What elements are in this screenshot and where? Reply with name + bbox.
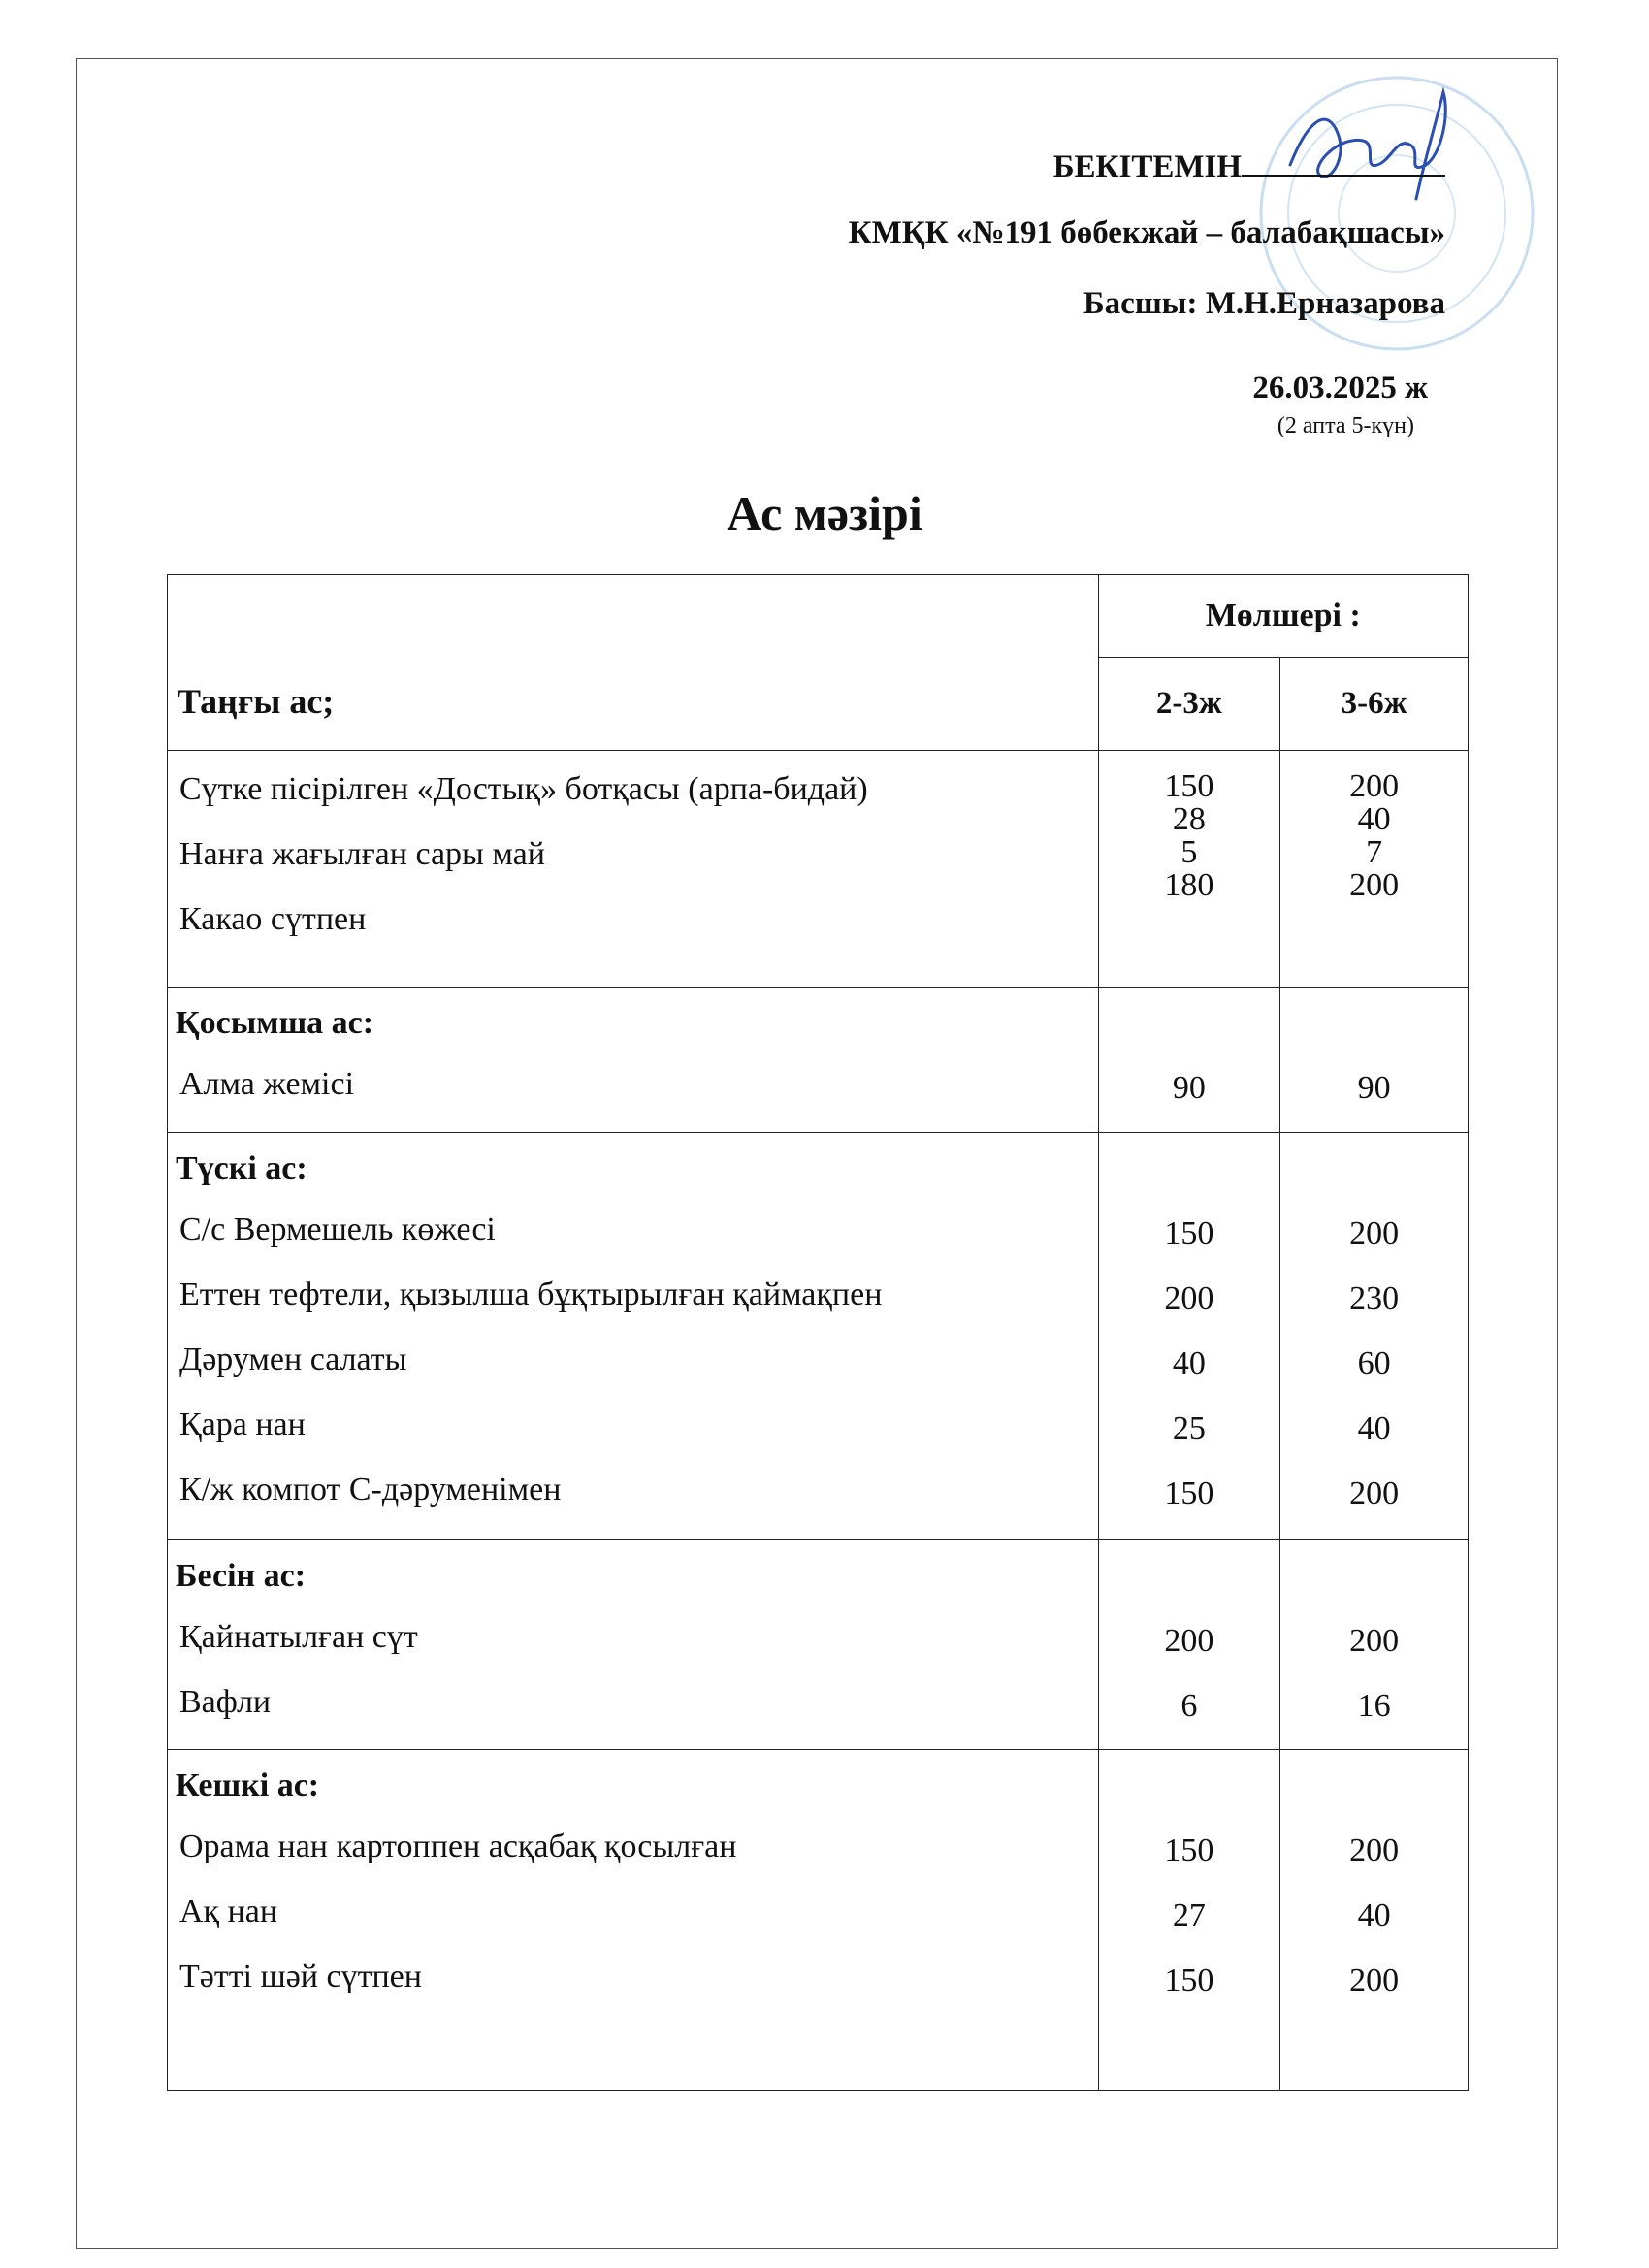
value-cell: 150 [1164,1832,1214,1868]
breakfast-row [168,751,1469,988]
list-item: Еттен тефтели, қызылша бұқтырылған қаймақпен [179,1277,883,1312]
value-cell: 200 [1349,1623,1400,1659]
value-cell: 200 [1349,1832,1400,1868]
value-cell: 200 [1349,1962,1400,1998]
approval-label: БЕКІТЕМІН [1052,149,1242,184]
dinner-values-2-3 [1098,1750,1280,2091]
value-cell: 40 [1357,1897,1391,1933]
list-item: Какао сүтпен [179,901,367,937]
value-cell: 180 [1164,867,1214,903]
afternoon-values-2-3 [1098,1540,1280,1750]
lunch-items-cell [168,1133,1099,1540]
value-cell: 200 [1164,1280,1214,1316]
section-title: Қосымша ас: [176,1005,374,1041]
value-cell: 28 [1172,801,1206,837]
list-item: Орама нан картоппен асқабақ қосылған [179,1829,737,1864]
value-cell: 200 [1349,1475,1400,1511]
breakfast-title: Таңғы ас; [178,682,335,721]
section-title: Бесін ас: [176,1558,307,1594]
value-cell: 90 [1172,1070,1206,1106]
list-item: Тәтті шәй сүтпен [179,1959,422,1994]
list-item: Нанға жағылған сары май [179,836,545,872]
list-item: Алма жемісі [179,1066,355,1102]
afternoon-values-3-6 [1280,1540,1469,1750]
afternoon-items-cell [168,1540,1099,1750]
breakfast-values-3-6 [1280,751,1469,988]
value-cell: 7 [1366,834,1383,870]
week-day: (2 апта 5-күн) [1277,413,1414,438]
approval-line [1053,146,1445,183]
value-cell: 5 [1180,834,1198,870]
list-item: К/ж компот С-дәруменімен [179,1472,562,1507]
list-item: Дәрумен салаты [179,1342,407,1377]
value-cell: 200 [1164,1623,1214,1659]
value-cell: 16 [1357,1688,1391,1724]
afternoon-snack-row [168,1540,1469,1750]
list-item: Қара нан [179,1407,306,1442]
value-cell: 25 [1172,1410,1206,1446]
value-cell: 200 [1349,867,1400,903]
snack-items-cell [168,988,1099,1133]
menu-date: 26.03.2025 ж [1252,371,1428,405]
value-cell: 40 [1357,801,1391,837]
age-group-2-3: 2-3ж [1098,658,1280,751]
list-item: С/с Вермешель көжесі [179,1212,496,1247]
dinner-row [168,1750,1469,2091]
value-cell: 40 [1172,1345,1206,1381]
lunch-values-2-3 [1098,1133,1280,1540]
lunch-values-3-6 [1280,1133,1469,1540]
organization-name: КМҚК «№191 бөбекжай – балабақшасы» [848,215,1445,250]
menu-table [167,574,1469,2091]
value-cell: 200 [1349,768,1400,804]
value-cell: 150 [1164,1215,1214,1251]
value-cell: 40 [1357,1410,1391,1446]
value-cell: 60 [1357,1345,1391,1381]
value-cell: 200 [1349,1215,1400,1251]
head-name: Басшы: М.Н.Ерназарова [1083,286,1445,321]
breakfast-values-2-3 [1098,751,1280,988]
snack-row [168,988,1469,1133]
value-cell: 27 [1172,1897,1206,1933]
age-group-3-6: 3-6ж [1280,658,1469,751]
list-item: Сүтке пісірілген «Достық» ботқасы (арпа-бидай) [179,771,868,807]
value-cell: 230 [1349,1280,1400,1316]
value-cell: 150 [1164,768,1214,804]
snack-values-3-6 [1280,988,1469,1133]
dinner-values-3-6 [1280,1750,1469,2091]
list-item: Ақ нан [179,1894,278,1929]
quantity-header: Мөлшері : [1098,575,1468,658]
signature-line [1242,146,1445,177]
snack-values-2-3 [1098,988,1280,1133]
value-cell: 150 [1164,1475,1214,1511]
value-cell: 150 [1164,1962,1214,1998]
page-title: Ас мәзірі [727,486,922,540]
section-title: Кешкі ас: [176,1767,320,1803]
breakfast-header-cell [168,575,1099,751]
lunch-row [168,1133,1469,1540]
dinner-items-cell [168,1750,1099,2091]
value-cell: 90 [1357,1070,1391,1106]
list-item: Қайнатылған сүт [179,1619,418,1655]
breakfast-items-cell [168,751,1099,988]
section-title: Түскі ас: [176,1150,307,1186]
table-header-row [168,575,1469,658]
list-item: Вафли [179,1684,272,1720]
value-cell: 6 [1180,1688,1198,1724]
